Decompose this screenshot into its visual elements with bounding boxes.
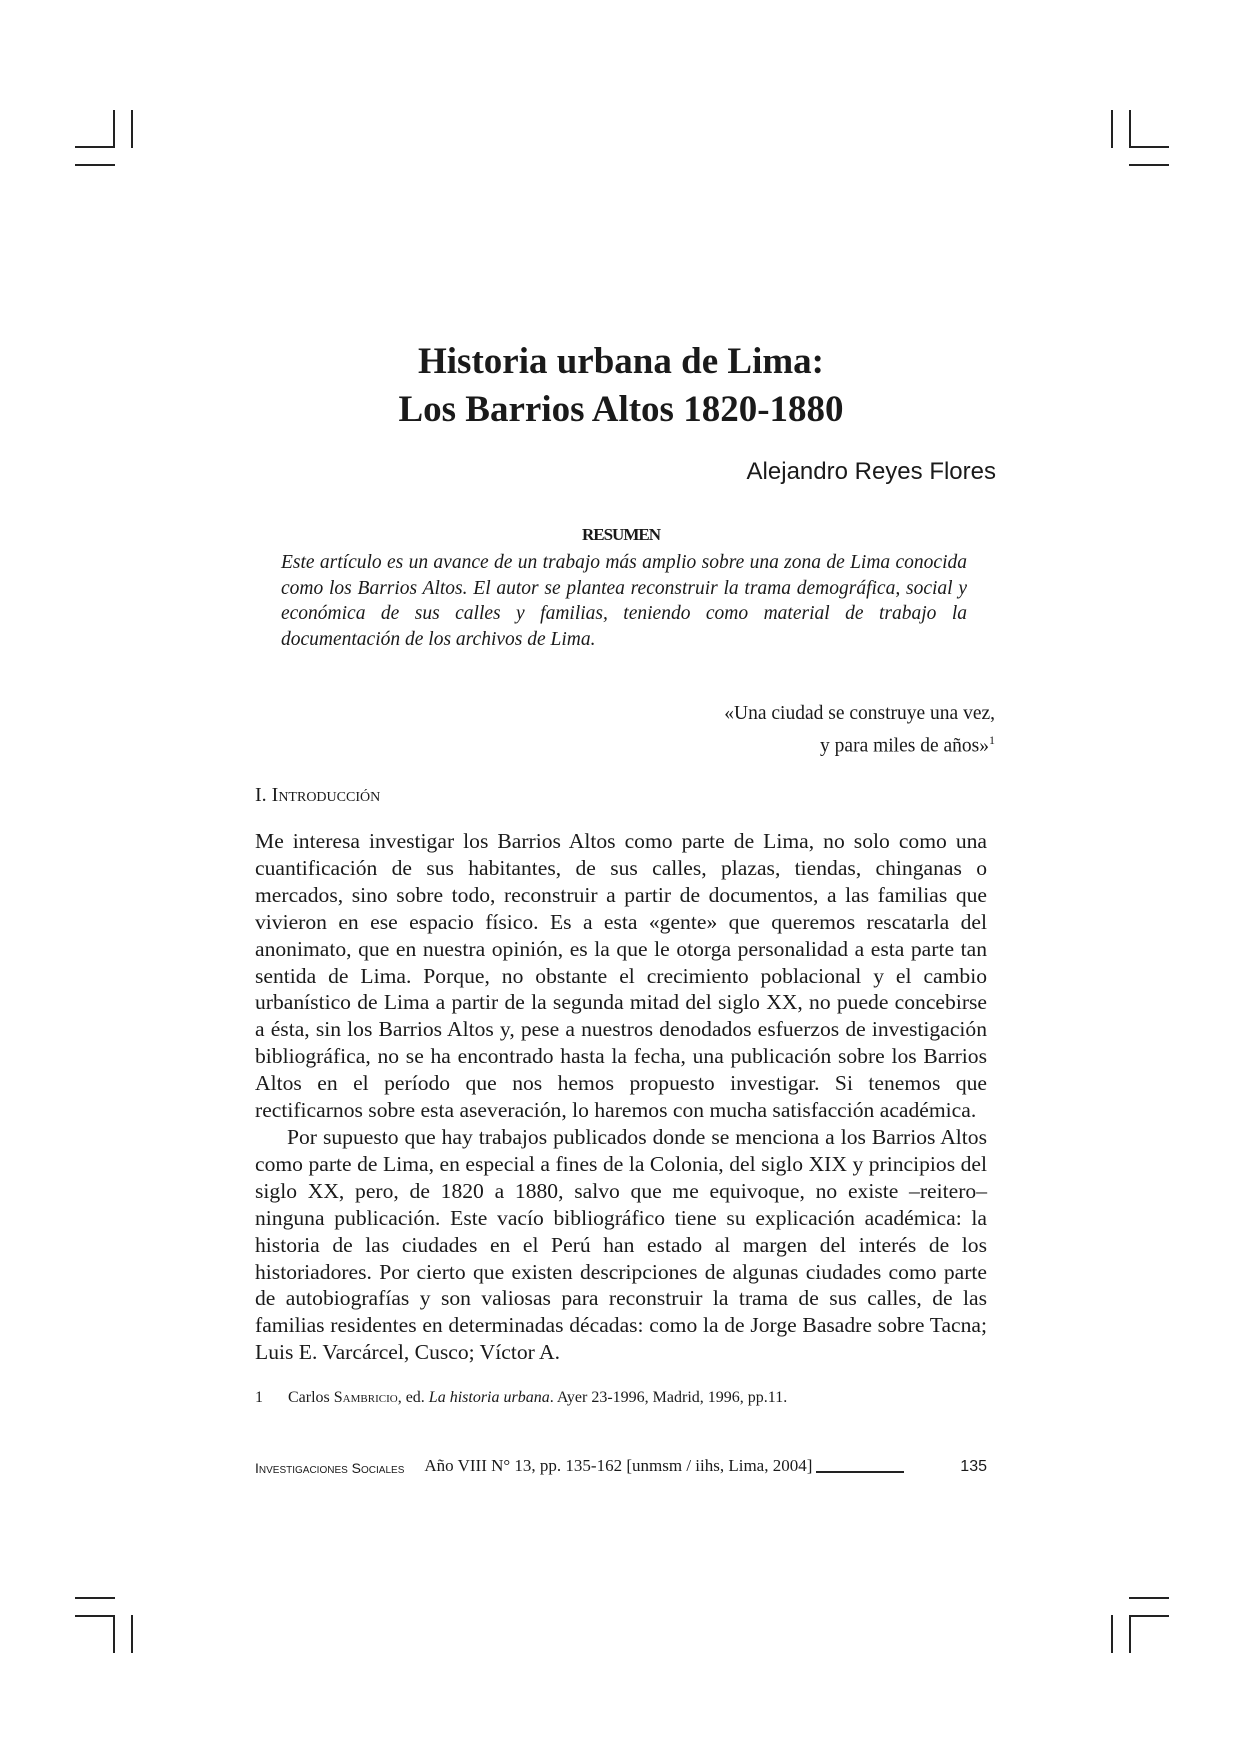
section-heading: I. Introducción	[255, 784, 381, 806]
body-paragraph: Me interesa investigar los Barrios Altos como parte de Lima, no solo como una cuantificación de sus habitantes, de sus calles, plazas, tiendas, chinganas o mercados, sino sobre todo, reconstruir a partir de documentos, a las familias que vivieron en ese espacio físico. Es a esta «gente» que queremos rescatarla del anonimato, que en nuestra opinión, es la que le otorga personalidad a esta parte tan sentida de Lima. Porque, no obstante el crecimiento poblacional y el cambio urbanístico de Lima a partir de la segunda mitad del siglo XX, no puede concebirse a ésta, sin los Barrios Altos y, pese a nuestros denodados esfuerzos de investigación bibliográfica, no se ha encontrado hasta la fecha, una publicación sobre los Barrios Altos en el período que nos hemos propuesto investigar. Si tenemos que rectificarnos sobre esta aseveración, lo haremos con mucha satisfacción académica.	[255, 829, 987, 1123]
crop-mark-top-right	[1129, 146, 1169, 148]
footnote	[255, 1389, 787, 1407]
crop-mark-bottom-right	[1129, 1615, 1131, 1653]
crop-mark-top-right	[1129, 110, 1131, 148]
issue-info: Año VIII N° 13, pp. 135-162 [unmsm / iihs, Lima, 2004]	[424, 1456, 813, 1475]
footer-rule	[816, 1471, 904, 1473]
epigraph-line-2-text: y para miles de años»	[820, 735, 989, 757]
article-author: Alejandro Reyes Flores	[746, 458, 996, 485]
page-footer	[255, 1456, 987, 1476]
crop-mark-bottom-left	[131, 1615, 133, 1653]
epigraph-line-1: «Una ciudad se construye una vez,	[724, 703, 995, 724]
epigraph	[724, 700, 995, 760]
footnote-number: 1	[255, 1389, 263, 1406]
crop-mark-top-left	[113, 110, 115, 148]
body-text	[255, 828, 987, 1366]
body-paragraph: Por supuesto que hay trabajos publicados donde se menciona a los Barrios Altos como parte de Lima, en especial a fines de la Colonia, del siglo XIX y principios del siglo XX, pero, de 1820 a 1880, salvo que me equivoque, no existe –reitero– ninguna publicación. Este vacío bibliográfico tiene su explicación académica: la historia de las ciudades en el Perú han estado al margen del interés de los historiadores. Por cierto que existen descripciones de algunas ciudades como parte de autobiografías y son valiosas para reconstruir la trama de sus calles, de las familias residentes en determinadas décadas: como la de Jorge Basadre sobre Tacna; Luis E. Varcárcel, Cusco; Víctor A.	[255, 1124, 987, 1365]
footnote-work-title: La historia urbana	[428, 1389, 550, 1406]
crop-mark-bottom-left	[75, 1615, 115, 1617]
footnote-author-last: Sambricio	[333, 1389, 398, 1406]
footnote-author-first: Carlos	[288, 1389, 330, 1406]
epigraph-line-2	[724, 727, 995, 760]
title-line-1: Historia urbana de Lima:	[418, 341, 824, 382]
crop-mark-top-left	[131, 110, 133, 148]
crop-mark-bottom-left	[113, 1615, 115, 1653]
page-number: 135	[960, 1458, 987, 1475]
abstract-text: Este artículo es un avance de un trabajo más amplio sobre una zona de Lima conocida como los Barrios Altos. El autor se plantea reconstruir la trama demográfica, social y económica de sus calles y familias, teniendo como material de trabajo la documentación de los archivos de Lima.	[281, 552, 967, 650]
crop-mark-top-right	[1111, 110, 1113, 148]
crop-mark-bottom-right	[1129, 1615, 1169, 1617]
crop-mark-top-left	[75, 164, 115, 166]
crop-mark-top-right	[1129, 164, 1169, 166]
title-line-2: Los Barrios Altos 1820-1880	[398, 389, 844, 430]
crop-mark-bottom-right	[1111, 1615, 1113, 1653]
crop-mark-bottom-left	[75, 1597, 115, 1599]
footnote-details: . Ayer 23-1996, Madrid, 1996, pp.11.	[549, 1389, 788, 1406]
abstract-heading: RESUMEN	[581, 525, 660, 544]
article-title	[0, 338, 1242, 434]
journal-name: Investigaciones Sociales	[255, 1460, 405, 1476]
footnote-editor: , ed.	[397, 1389, 425, 1406]
crop-mark-bottom-right	[1129, 1597, 1169, 1599]
footnote-reference: 1	[989, 733, 995, 747]
crop-mark-top-left	[75, 146, 115, 148]
